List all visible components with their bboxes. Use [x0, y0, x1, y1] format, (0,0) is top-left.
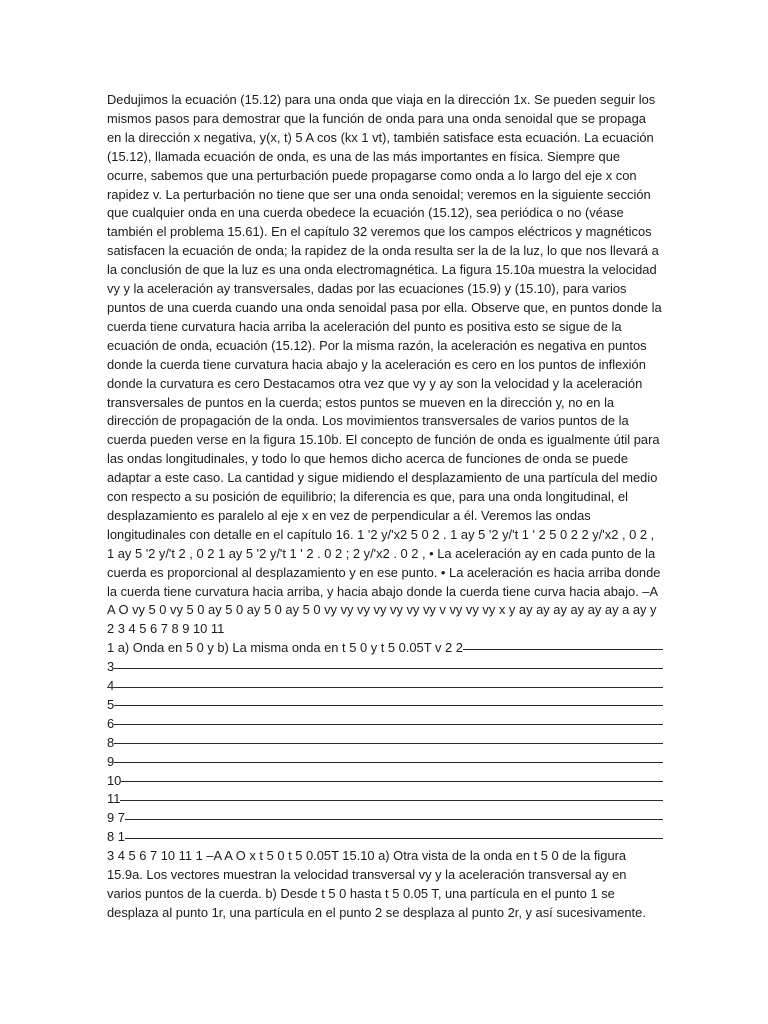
horizontal-rule [114, 687, 663, 688]
figure-row-label: 5 [107, 696, 115, 712]
horizontal-rule [125, 838, 663, 839]
horizontal-rule [114, 724, 663, 725]
figure-row-label: 10 [107, 772, 122, 788]
figure-row [107, 790, 663, 809]
figure-row [107, 734, 663, 753]
figure-row-label: 9 [107, 753, 115, 769]
figure-row-label: 8 1 [107, 829, 125, 845]
figure-row-label: 11 [107, 791, 121, 807]
horizontal-rule [120, 800, 663, 801]
figure-row [107, 658, 663, 677]
figure-row [107, 828, 663, 847]
figure-row [107, 809, 663, 828]
figure-row-label: 3 [107, 659, 115, 675]
body-paragraph: Dedujimos la ecuación (15.12) para una onda que viaja en la dirección 1x. Se pueden seguir los mismos pasos para demostrar que la función de onda para una onda senoidal que se propaga en la dirección x negativa, y(x, t) 5 A cos (kx 1 vt), también satisface esta ecuación. La ecuación (15.12), llamada ecuación de onda, es una de las más importantes en física. Siempre que ocurre, sabemos que una perturbación puede propagarse como onda a lo largo del eje x con rapidez v. La perturbación no tiene que ser una onda senoidal; veremos en la siguiente sección que cualquier onda en una cuerda obedece la ecuación (15.12), sea periódica o no (véase también el problema 15.61). En el capítulo 32 veremos que los campos eléctricos y magnéticos satisfacen la ecuación de onda; la rapidez de la onda resulta ser la de la luz, lo que nos llevará a la conclusión de que la luz es una onda electromagnética. La figura 15.10a muestra la velocidad vy y la aceleración ay transversales, dadas por las ecuaciones (15.9) y (15.10), para varios puntos de una cuerda cuando una onda senoidal pasa por ella. Observe que, en puntos donde la cuerda tiene curvatura hacia arriba la aceleración del punto es positiva esto se sigue de la ecuación de onda, ecuación (15.12). Por la misma razón, la aceleración es negativa en puntos donde la cuerda tiene curvatura hacia abajo y la aceleración es cero en los puntos de inflexión donde la curvatura es cero Destacamos otra vez que vy y ay son la velocidad y la aceleración transversales de puntos en la cuerda; estos puntos se mueven en la dirección y, no en la dirección de propagación de la onda. Los movimientos transversales de varios puntos de la cuerda pueden verse en la figura 15.10b. El concepto de función de onda es igualmente útil para las ondas longitudinales, y todo lo que hemos dicho acerca de funciones de onda se puede adaptar a este caso. La cantidad y sigue midiendo el desplazamiento de una partícula del medio con respecto a su posición de equilibrio; la diferencia es que, para una onda longitudinal, el desplazamiento es paralelo al eje x en vez de perpendicular a él. Veremos las ondas longitudinales con detalle en el capítulo 16. 1 '2 y/'x2 5 0 2 . 1 ay 5 '2 y/'t 1 ' 2 5 0 2 2 y/'x2 , 0 2 , 1 ay 5 '2 y/'t 2 , 0 2 1 ay 5 '2 y/'t 1 ' 2 . 0 2 ; 2 y/'x2 . 0 2 , • La aceleración ay en cada punto de la cuerda es proporcional al desplazamiento y en ese punto. • La aceleración es hacia arriba donde la cuerda tiene curvatura hacia arriba, y hacia abajo donde la cuerda tiene curva hacia abajo. –A A O vy 5 0 vy 5 0 ay 5 0 ay 5 0 ay 5 0 vy vy vy vy vy vy vy v vy vy vy x y ay ay ay ay ay ay a ay y 2 3 4 5 6 7 8 9 10 11 [107, 92, 662, 637]
figure-row-label: 1 a) Onda en 5 0 y b) La misma onda en t 5 0 y t 5 0.05T v 2 2 [107, 640, 463, 656]
figure-row [107, 639, 663, 658]
horizontal-rule [114, 743, 663, 744]
figure-row-label: 9 7 [107, 810, 125, 826]
figure-row [107, 753, 663, 772]
horizontal-rule [463, 649, 663, 650]
horizontal-rule [114, 705, 663, 706]
figure-row [107, 677, 663, 696]
horizontal-rule [114, 762, 663, 763]
figure-row [107, 772, 663, 791]
horizontal-rule [121, 781, 663, 782]
figure-ruled-rows [107, 639, 663, 847]
figure-row [107, 696, 663, 715]
figure-row [107, 715, 663, 734]
figure-row-label: 8 [107, 734, 115, 750]
horizontal-rule [125, 819, 663, 820]
horizontal-rule [114, 668, 663, 669]
document-page [107, 91, 663, 923]
figure-caption: 3 4 5 6 7 10 11 1 –A A O x t 5 0 t 5 0.05T 15.10 a) Otra vista de la onda en t 5 0 de la figura 15.9a. Los vectores muestran la velocidad transversal vy y la aceleración transversal ay en varios puntos de la cuerda. b) Desde t 5 0 hasta t 5 0.05 T, una partícula en el punto 1 se desplaza al punto 1r, una partícula en el punto 2 se desplaza al punto 2r, y así sucesivamente. [107, 848, 646, 920]
figure-row-label: 4 [107, 678, 115, 694]
figure-row-label: 6 [107, 715, 115, 731]
